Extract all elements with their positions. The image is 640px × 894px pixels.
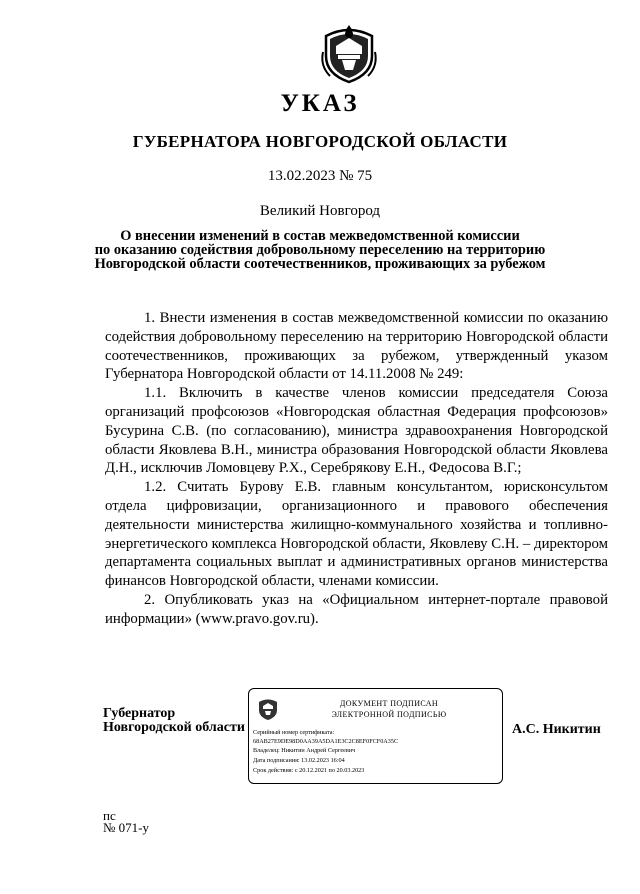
signer-name: А.С. Никитин — [512, 722, 601, 737]
heading-line: О внесении изменений в состав межведомственной комиссии — [120, 228, 520, 244]
paragraph: 1. Внести изменения в состав межведомственной комиссии по оказанию содействия добровольному переселению на территорию Новгородской области соотечественников, проживающих за рубежом, утвержденный указом Губернатора Новгородской области от 14.11.2008 № 249: — [105, 310, 608, 383]
stamp-owner: Владелец: Никитин Андрей Сергеевич — [253, 747, 356, 754]
date-number: 13.02.2023 № 75 — [267, 168, 373, 184]
paragraph: 2. Опубликовать указ на «Официальном интернет-портале правовой информации» (www.pravo.gov.ru). — [105, 591, 608, 627]
stamp-title-line: ЭЛЕКТРОННОЙ ПОДПИСЬЮ — [331, 710, 447, 719]
stamp-validity: Срок действия: с 20.12.2021 по 20.03.2023 — [253, 767, 365, 774]
paragraph: 1.2. Считать Бурову Е.В. главным консультантом, юрисконсультом отдела цифровизации, организационного и правового обеспечения деятельности министерства жилищно-коммунального хозяйства и топливно-энергетического комплекса Новгородской области, Яковлеву С.Н. – директором департамента социальных выплат и административных органов министерства финансов Новгородской области, членами комиссии. — [105, 479, 608, 590]
document-title: УКАЗ — [280, 90, 360, 117]
city: Великий Новгород — [259, 203, 381, 219]
footer-number: № 071-у — [103, 820, 149, 835]
decree-body — [105, 309, 608, 629]
paragraph: 1.1. Включить в качестве членов комиссии председателя Союза организаций профсоюзов «Новгородская областная Федерация профсоюзов» Бусурина С.В. (по согласованию), министра здравоохранения Новгородской области Яковлева В.Н., министра образования Новгородской области Яковлева Д.Н., исключив Ломовцеву Р.Х., Серебрякову Е.Н., Федосова В.Г.; — [105, 385, 608, 477]
signer-position-line: Новгородской области — [103, 720, 245, 735]
document-subtitle: ГУБЕРНАТОРА НОВГОРОДСКОЙ ОБЛАСТИ — [132, 132, 508, 151]
stamp-cert-label: Серийный номер сертификата: — [253, 729, 335, 736]
stamp-cert-serial: 68AB27E9DE98D0AA39A5DA1E3C2C8EF0FCF0A35C — [253, 738, 399, 745]
signer-position — [103, 707, 245, 735]
coat-of-arms-emblem — [318, 22, 380, 84]
stamp-title-line: ДОКУМЕНТ ПОДПИСАН — [339, 699, 439, 708]
footer-initials: пс — [103, 808, 116, 823]
stamp-signed-date: Дата подписания: 13.02.2023 16:04 — [253, 757, 345, 764]
stamp-emblem-icon — [257, 697, 279, 721]
heading-line: по оказанию содействия добровольному переселению на территорию — [94, 242, 546, 258]
electronic-signature-stamp — [248, 688, 503, 784]
heading-line: Новгородской области соотечественников, проживающих за рубежом — [94, 256, 546, 272]
decree-heading — [0, 229, 640, 271]
signer-position-line: Губернатор — [103, 706, 176, 721]
